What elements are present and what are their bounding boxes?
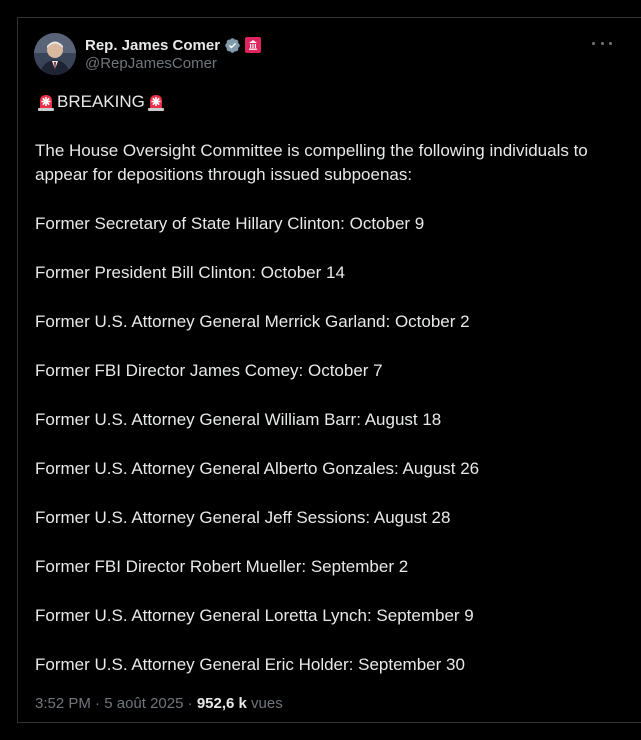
author-name[interactable]: Rep. James Comer	[85, 36, 221, 54]
author-avatar[interactable]	[34, 33, 76, 75]
more-options-icon[interactable]	[592, 38, 612, 48]
meta-separator: ·	[187, 695, 193, 712]
subpoena-item: Former U.S. Attorney General Jeff Sessions: August 28	[35, 508, 451, 527]
views-count[interactable]: 952,6 k	[196, 695, 247, 712]
headline-text: BREAKING	[57, 92, 145, 111]
tweet-meta	[35, 694, 283, 714]
author-handle[interactable]: @RepJamesComer	[85, 55, 217, 72]
tweet-intro: The House Oversight Committee is compelling the following individuals to appear for depositions through issued subpoenas:	[35, 141, 588, 184]
post-time[interactable]: 3:52 PM	[35, 695, 91, 712]
tweet-headline	[35, 90, 605, 114]
subpoena-item: Former U.S. Attorney General Alberto Gonzales: August 26	[35, 459, 480, 478]
post-date[interactable]: 5 août 2025	[104, 695, 184, 712]
avatar-photo	[34, 33, 76, 75]
meta-separator: ·	[95, 695, 101, 712]
subpoena-item: Former President Bill Clinton: October 14	[35, 263, 345, 282]
views-label: vues	[251, 695, 283, 712]
subpoena-item: Former U.S. Attorney General Eric Holder: September 30	[35, 655, 465, 674]
subpoena-item: Former FBI Director James Comey: October 7	[35, 361, 383, 380]
subpoena-item: Former U.S. Attorney General William Barr: August 18	[35, 410, 442, 429]
congress-affiliation-icon[interactable]	[245, 37, 261, 53]
subpoena-item: Former U.S. Attorney General Loretta Lynch: September 9	[35, 606, 474, 625]
subpoena-item: Former FBI Director Robert Mueller: September 2	[35, 557, 409, 576]
author-line	[85, 35, 261, 55]
siren-icon	[35, 91, 57, 113]
verified-badge-icon[interactable]	[224, 37, 241, 54]
subpoena-item: Former Secretary of State Hillary Clinton: October 9	[35, 214, 425, 233]
subpoena-item: Former U.S. Attorney General Merrick Garland: October 2	[35, 312, 470, 331]
siren-icon	[145, 91, 167, 113]
